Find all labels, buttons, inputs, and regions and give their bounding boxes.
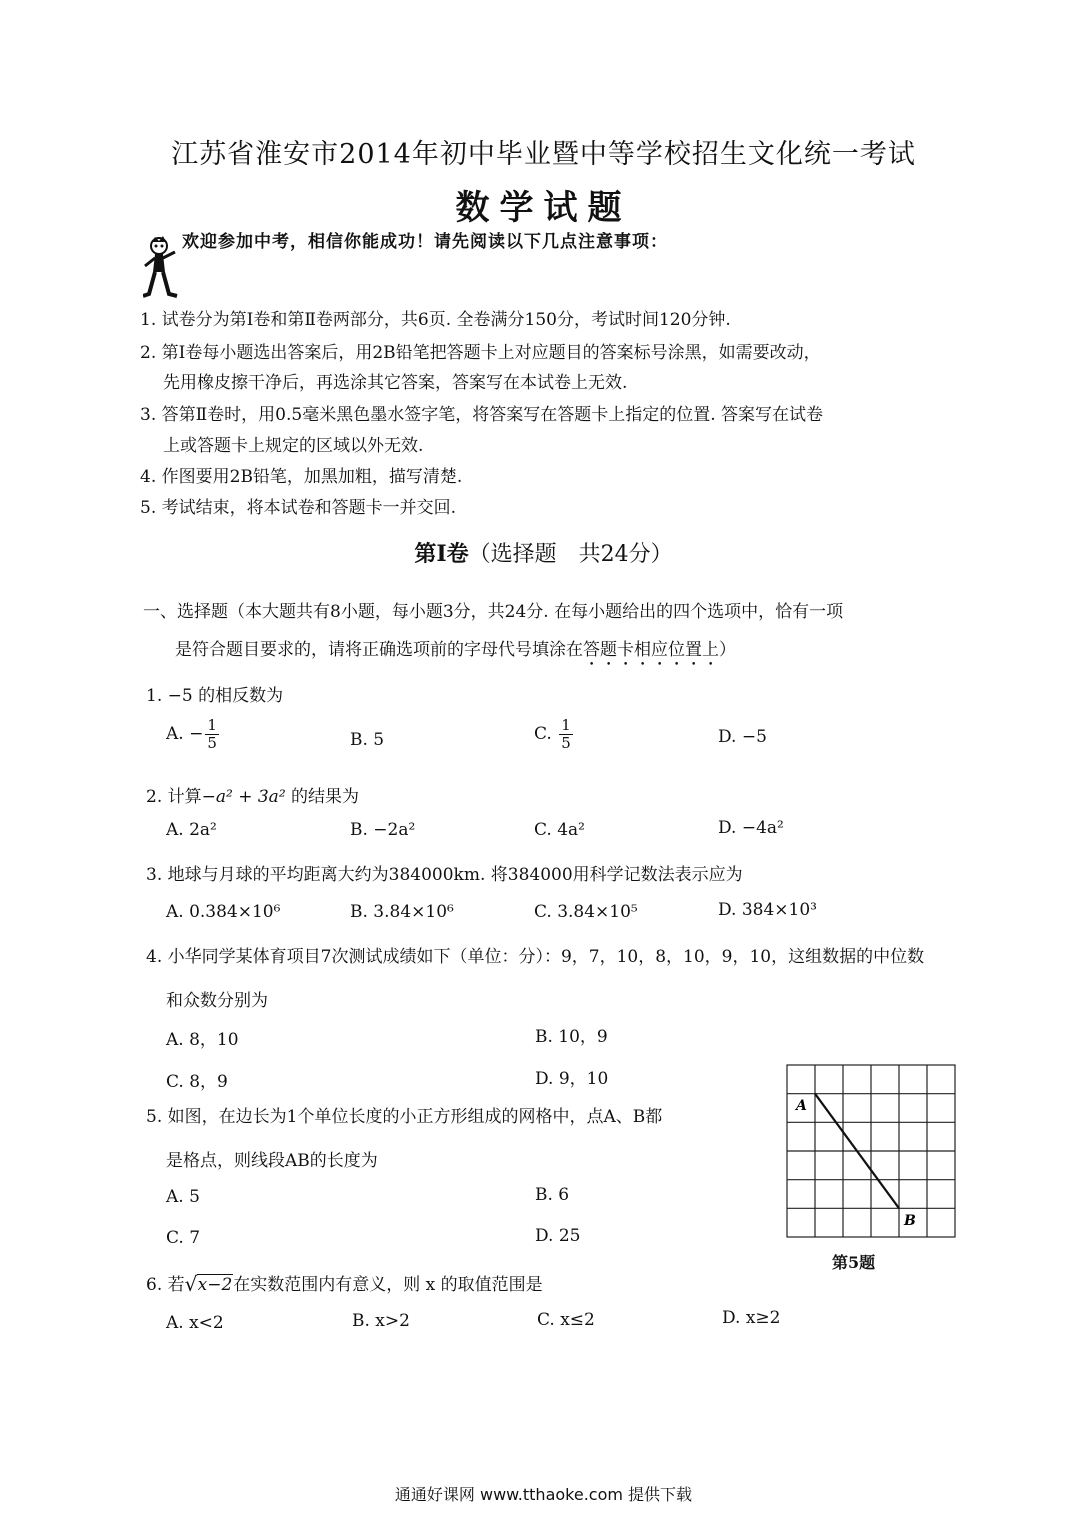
q2-option-b: B. −2a² bbox=[350, 820, 416, 840]
notice-1: 1. 试卷分为第Ⅰ卷和第Ⅱ卷两部分，共6页. 全卷满分150分，考试时间120分钟. bbox=[140, 310, 731, 330]
notice-4: 4. 作图要用2B铅笔，加黑加粗，描写清楚. bbox=[140, 467, 463, 487]
q5-option-a: A. 5 bbox=[166, 1187, 200, 1207]
part1-intro-cont: 是符合题目要求的，请将正确选项前的字母代号填涂在答题卡相应位置上） bbox=[175, 640, 736, 660]
grid-figure bbox=[786, 1064, 956, 1239]
question-2-stem: 2. 计算−a² + 3a² 的结果为 bbox=[146, 787, 360, 807]
notice-2-cont: 先用橡皮擦干净后，再选涂其它答案，答案写在本试卷上无效. bbox=[163, 373, 628, 393]
section-name: 第Ⅰ卷 bbox=[414, 541, 469, 567]
section-heading bbox=[0, 537, 1087, 568]
mascot-icon bbox=[143, 236, 179, 298]
q6-option-b: B. x>2 bbox=[352, 1311, 410, 1331]
q4-option-c: C. 8，9 bbox=[166, 1072, 228, 1092]
q6-option-a: A. x<2 bbox=[166, 1313, 224, 1333]
figure-caption: 第5题 bbox=[832, 1253, 876, 1272]
q5-option-b: B. 6 bbox=[535, 1185, 570, 1205]
section-note: （选择题 共24分） bbox=[468, 542, 673, 567]
question-3-stem: 3. 地球与月球的平均距离大约为384000km. 将384000用科学记数法表示应为 bbox=[146, 865, 743, 885]
welcome-message: 欢迎参加中考，相信你能成功！请先阅读以下几点注意事项： bbox=[182, 232, 668, 252]
q3-option-c: C. 3.84×10⁵ bbox=[534, 902, 638, 922]
point-a-label: A bbox=[796, 1098, 807, 1114]
question-5-stem-cont: 是格点，则线段AB的长度为 bbox=[166, 1151, 378, 1171]
part1-intro: 一、选择题（本大题共有8小题，每小题3分，共24分. 在每小题给出的四个选项中，恰有一项 bbox=[143, 602, 844, 622]
question-4-stem-cont: 和众数分别为 bbox=[166, 991, 268, 1011]
subject-title: 数学试题 bbox=[455, 188, 632, 228]
q1-option-a: A. − $\frac{1}{5}$ bbox=[166, 716, 217, 752]
question-6-stem: 6. 若 √ x−2在实数范围内有意义，则 x 的取值范围是 bbox=[146, 1272, 543, 1296]
notice-3-cont: 上或答题卡上规定的区域以外无效. bbox=[163, 436, 424, 456]
emphasis-text: 答题卡相应位置上 bbox=[583, 640, 719, 660]
question-4-stem: 4. 小华同学某体育项目7次测试成绩如下（单位：分）：9，7，10，8，10，9，10，这组数据的中位数 bbox=[146, 947, 925, 967]
q5-option-c: C. 7 bbox=[166, 1228, 201, 1248]
q3-option-a: A. 0.384×10⁶ bbox=[166, 902, 281, 922]
q1-option-c: C. $\frac{1}{5}$ bbox=[534, 716, 571, 752]
q2-option-d: D. −4a² bbox=[718, 818, 784, 838]
notice-5: 5. 考试结束，将本试卷和答题卡一并交回. bbox=[140, 498, 457, 518]
q6-option-c: C. x≤2 bbox=[537, 1310, 595, 1330]
sqrt-expression: √ x−2 bbox=[184, 1272, 233, 1296]
question-5-stem: 5. 如图，在边长为1个单位长度的小正方形组成的网格中，点A、B都 bbox=[146, 1107, 663, 1127]
exam-title: 江苏省淮安市2014年初中毕业暨中等学校招生文化统一考试 bbox=[171, 139, 916, 170]
q1-option-d: D. −5 bbox=[718, 727, 767, 747]
q6-option-d: D. x≥2 bbox=[722, 1308, 781, 1328]
footer-credit: 通通好课网 www.tthaoke.com 提供下载 bbox=[394, 1485, 693, 1504]
q2-option-a: A. 2a² bbox=[166, 820, 217, 840]
point-b-label: B bbox=[904, 1213, 916, 1229]
question-1-stem: 1. −5 的相反数为 bbox=[146, 686, 284, 706]
notice-2: 2. 第Ⅰ卷每小题选出答案后，用2B铅笔把答题卡上对应题目的答案标号涂黑，如需要改动， bbox=[140, 343, 821, 363]
q5-option-d: D. 25 bbox=[535, 1226, 581, 1246]
notice-3: 3. 答第Ⅱ卷时，用0.5毫米黑色墨水签字笔，将答案写在答题卡上指定的位置. 答案写在试卷 bbox=[140, 405, 824, 425]
q4-option-a: A. 8，10 bbox=[166, 1030, 239, 1050]
q2-option-c: C. 4a² bbox=[534, 820, 585, 840]
q4-option-d: D. 9，10 bbox=[535, 1069, 609, 1089]
q1-option-b: B. 5 bbox=[350, 730, 385, 750]
q3-option-d: D. 384×10³ bbox=[718, 900, 817, 920]
q4-option-b: B. 10，9 bbox=[535, 1027, 608, 1047]
grid-lines bbox=[787, 1065, 955, 1237]
q3-option-b: B. 3.84×10⁶ bbox=[350, 902, 454, 922]
